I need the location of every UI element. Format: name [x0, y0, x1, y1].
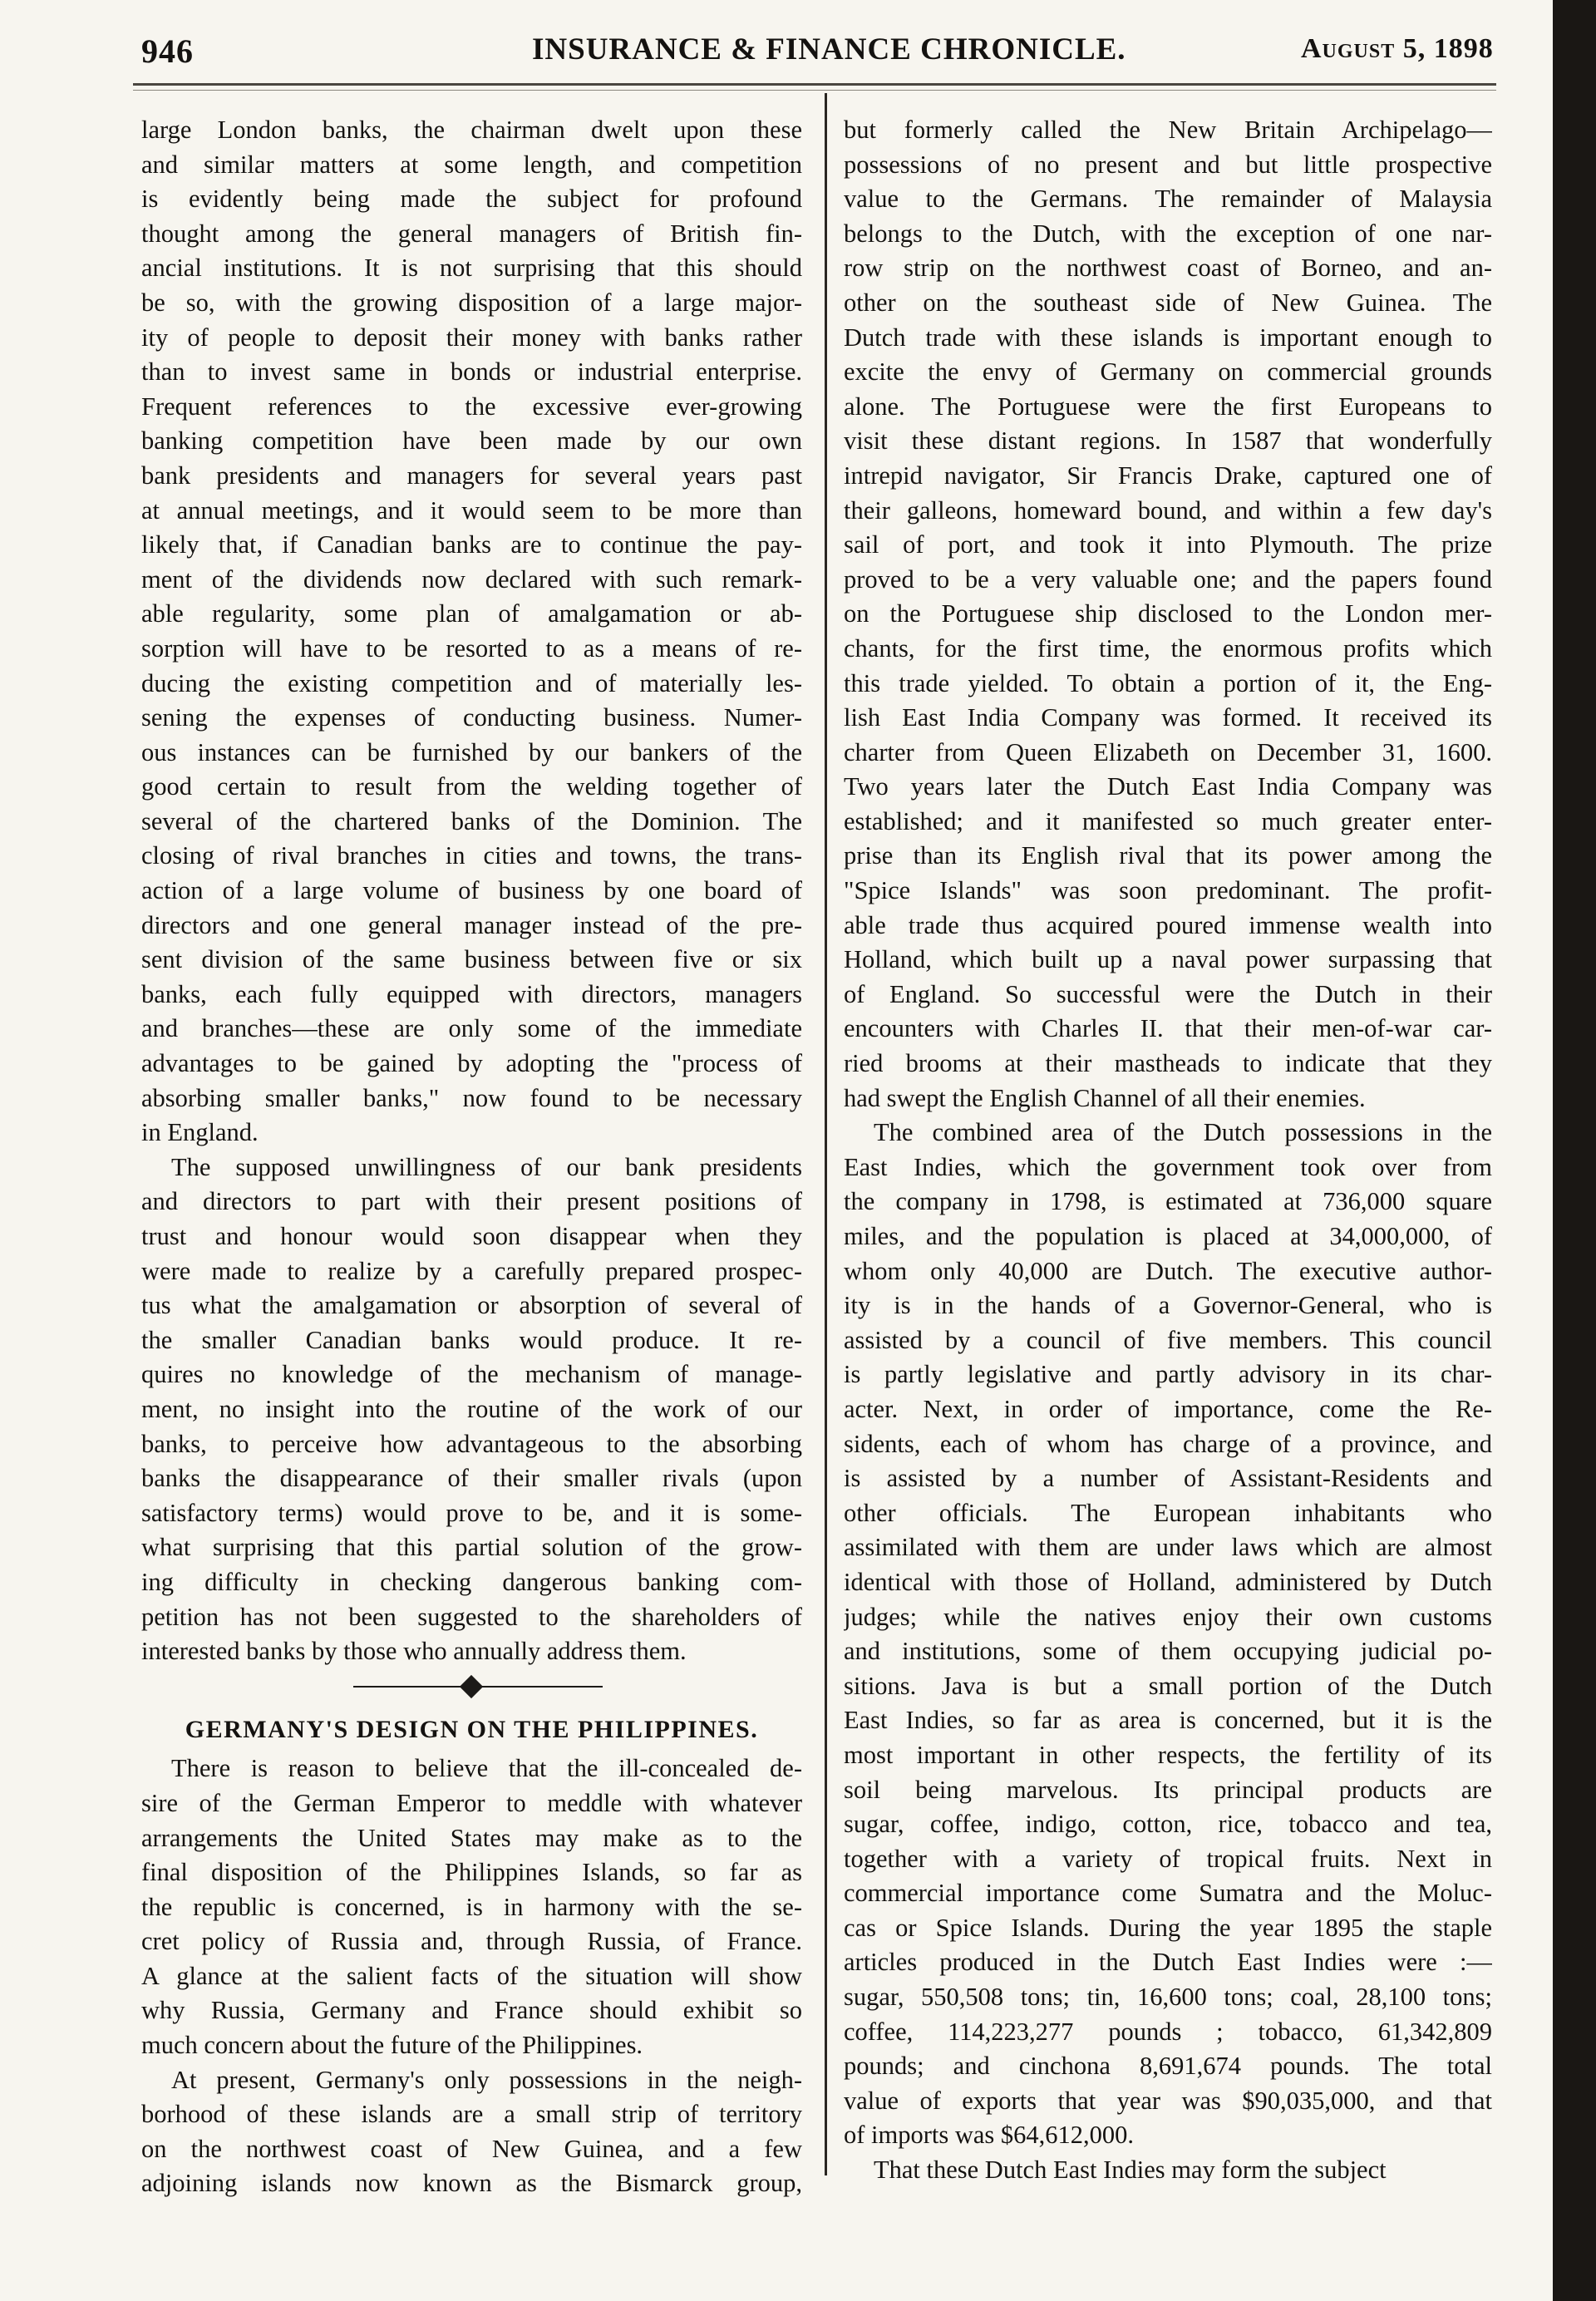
text-line: banking competition have been made by our own [141, 426, 802, 456]
text-line: The combined area of the Dutch possessions in the [874, 1118, 1492, 1147]
ornament-diamond-icon [460, 1675, 483, 1698]
text-line: sorption will have to be resorted to as a means of re- [141, 633, 802, 663]
issue-date: August 5, 1898 [1301, 33, 1494, 64]
text-line: sening the expenses of conducting business. Numer- [141, 703, 802, 732]
text-line: banks the disappearance of their smaller rivals (upon [141, 1464, 802, 1493]
text-line: The supposed unwillingness of our bank presidents [171, 1152, 802, 1181]
text-line: alone. The Portuguese were the first Europeans to [844, 392, 1492, 421]
text-line: sail of port, and took it into Plymouth. The prize [844, 530, 1492, 559]
text-line: sent division of the same business between five or six [141, 945, 802, 974]
text-line: excite the envy of Germany on commercial grounds [844, 357, 1492, 387]
text-line: established; and it manifested so much greater enter- [844, 806, 1492, 835]
text-line: and similar matters at some length, and competition [141, 150, 802, 179]
text-line: is evidently being made the subject for profound [141, 185, 802, 214]
text-line: value to the Germans. The remainder of Malaysia [844, 185, 1492, 214]
text-line: Holland, which built up a naval power surpassing that [844, 945, 1492, 974]
text-line: were made to realize by a carefully prepared prospec- [141, 1256, 802, 1285]
text-line: proved to be a very valuable one; and the papers found [844, 564, 1492, 594]
text-line: acter. Next, in order of importance, come the Re- [844, 1394, 1492, 1423]
journal-title: INSURANCE & FINANCE CHRONICLE. [532, 32, 1126, 67]
text-line: likely that, if Canadian banks are to continue the pay- [141, 530, 802, 559]
text-line: value of exports that year was $90,035,000, and that [844, 2086, 1492, 2115]
text-line: able trade thus acquired poured immense wealth into [844, 910, 1492, 939]
text-line: bank presidents and managers for several years past [141, 461, 802, 490]
text-line: commercial importance come Sumatra and the Moluc- [844, 1879, 1492, 1908]
text-line: ment, no insight into the routine of the work of our [141, 1394, 802, 1423]
text-line: borhood of these islands are a small strip of territory [141, 2100, 802, 2129]
text-line: the smaller Canadian banks would produce. It re- [141, 1325, 802, 1354]
text-line: chants, for the first time, the enormous profits which [844, 633, 1492, 663]
text-line: of imports was $64,612,000. [844, 2121, 1135, 2150]
text-line: on the northwest coast of New Guinea, and a few [141, 2134, 802, 2163]
text-line: much concern about the future of the Philippines. [141, 2031, 643, 2060]
text-line: adjoining islands now known as the Bismarck group, [141, 2169, 802, 2198]
text-line: thought among the general managers of British fin- [141, 219, 802, 248]
text-line: together with a variety of tropical fruits. Next in [844, 1844, 1492, 1873]
text-line: Two years later the Dutch East India Company was [844, 772, 1492, 801]
text-line: final disposition of the Philippines Islands, so far as [141, 1858, 802, 1887]
text-line: other officials. The European inhabitants who [844, 1498, 1492, 1527]
text-line: lish East India Company was formed. It received its [844, 703, 1492, 732]
text-line: charter from Queen Elizabeth on December 31, 1600. [844, 737, 1492, 766]
text-line: assisted by a council of five members. This council [844, 1325, 1492, 1354]
text-line: is assisted by a number of Assistant-Residents and [844, 1464, 1492, 1493]
text-line: possessions of no present and but little prospective [844, 150, 1492, 179]
text-line: ment of the dividends now declared with such remark- [141, 564, 802, 594]
header-rule [133, 83, 1496, 86]
text-line: tus what the amalgamation or absorption of several of [141, 1291, 802, 1320]
text-line: on the Portuguese ship disclosed to the London mer- [844, 599, 1492, 628]
text-line: identical with those of Holland, administered by Dutch [844, 1567, 1492, 1596]
text-line: articles produced in the Dutch East Indies were :— [844, 1948, 1492, 1977]
text-line: belongs to the Dutch, with the exception of one nar- [844, 219, 1492, 248]
text-line: ity of people to deposit their money with banks rather [141, 323, 802, 352]
text-line: had swept the English Channel of all their enemies. [844, 1083, 1366, 1112]
text-line: sugar, coffee, indigo, cotton, rice, tobacco and tea, [844, 1810, 1492, 1839]
text-line: prise than its English rival that its power among the [844, 841, 1492, 870]
left-paragraph-2 [141, 1150, 802, 1669]
text-line: at annual meetings, and it would seem to be more than [141, 495, 802, 525]
left-paragraph-3 [141, 1752, 802, 2062]
text-line: in England. [141, 1118, 259, 1147]
text-line: trust and honour would soon disappear when they [141, 1222, 802, 1250]
text-line: what surprising that this partial solution of the grow- [141, 1533, 802, 1562]
text-line: ried brooms at their mastheads to indicate that they [844, 1049, 1492, 1078]
text-line: sire of the German Emperor to meddle with whatever [141, 1788, 802, 1817]
left-paragraph-4 [141, 2063, 802, 2201]
left-column [141, 113, 802, 2201]
text-line: row strip on the northwest coast of Borneo, and an- [844, 254, 1492, 283]
scan-edge [1553, 0, 1596, 2301]
text-line: the company in 1798, is estimated at 736,000 square [844, 1187, 1492, 1216]
text-line: ing difficulty in checking dangerous banking com- [141, 1567, 802, 1596]
text-line: be so, with the growing disposition of a large major- [141, 288, 802, 317]
text-line: intrepid navigator, Sir Francis Drake, captured one of [844, 461, 1492, 490]
text-line: satisfactory terms) would prove to be, and it is some- [141, 1498, 802, 1527]
text-line: quires no knowledge of the mechanism of manage- [141, 1360, 802, 1389]
text-line: their galleons, homeward bound, and within a few day's [844, 495, 1492, 525]
text-line: advantages to be gained by adopting the "process of [141, 1049, 802, 1078]
right-paragraph-1 [844, 113, 1492, 1116]
text-line: and institutions, some of them occupying judicial po- [844, 1637, 1492, 1666]
text-line: That these Dutch East Indies may form the subject [874, 2156, 1387, 2185]
text-line: is partly legislative and partly advisory in its char- [844, 1360, 1492, 1389]
text-line: visit these distant regions. In 1587 that wonderfully [844, 426, 1492, 456]
text-line: East Indies, so far as area is concerned, but it is the [844, 1706, 1492, 1735]
text-line: sitions. Java is but a small portion of the Dutch [844, 1671, 1492, 1700]
text-line: able regularity, some plan of amalgamation or ab- [141, 599, 802, 628]
text-line: assimilated with them are under laws which are almost [844, 1533, 1492, 1562]
text-line: A glance at the salient facts of the situation will show [141, 1961, 802, 1990]
text-line: most important in other respects, the fertility of its [844, 1740, 1492, 1769]
text-line: "Spice Islands" was soon predominant. The profit- [844, 876, 1492, 905]
text-line: banks, to perceive how advantageous to the absorbing [141, 1429, 802, 1458]
header-rule-thin [133, 90, 1496, 91]
text-line: this trade yielded. To obtain a portion of it, the Eng- [844, 668, 1492, 697]
text-line: pounds; and cinchona 8,691,674 pounds. The total [844, 2052, 1492, 2081]
text-line: coffee, 114,223,277 pounds ; tobacco, 61,342,809 [844, 2017, 1492, 2046]
text-line: and branches—these are only some of the immediate [141, 1014, 802, 1043]
text-line: large London banks, the chairman dwelt upon these [141, 116, 802, 144]
text-line: Frequent references to the excessive ever-growing [141, 392, 802, 421]
text-line: why Russia, Germany and France should exhibit so [141, 1996, 802, 2025]
text-line: interested banks by those who annually address them. [141, 1637, 687, 1666]
text-line: action of a large volume of business by one board of [141, 876, 802, 905]
text-line: banks, each fully equipped with directors, managers [141, 979, 802, 1008]
text-line: At present, Germany's only possessions in the neigh- [171, 2065, 802, 2094]
right-column [844, 113, 1492, 2188]
section-heading: GERMANY'S DESIGN ON THE PHILIPPINES. [185, 1716, 759, 1744]
text-line: but formerly called the New Britain Archipelago— [844, 116, 1492, 144]
text-line: There is reason to believe that the ill-concealed de- [171, 1754, 802, 1783]
text-line: cas or Spice Islands. During the year 1895 the staple [844, 1913, 1492, 1942]
text-line: other on the southeast side of New Guinea. The [844, 288, 1492, 317]
text-line: of England. So successful were the Dutch in their [844, 979, 1492, 1008]
text-line: ancial institutions. It is not surprising that this should [141, 254, 802, 283]
text-line: closing of rival branches in cities and towns, the trans- [141, 841, 802, 870]
text-line: good certain to result from the welding together of [141, 772, 802, 801]
text-line: and directors to part with their present positions of [141, 1187, 802, 1216]
section-ornament [141, 1669, 802, 1704]
left-paragraph-1 [141, 113, 802, 1150]
text-line: than to invest same in bonds or industrial enterprise. [141, 357, 802, 387]
text-line: cret policy of Russia and, through Russia, of France. [141, 1927, 802, 1956]
text-line: miles, and the population is placed at 34,000,000, of [844, 1222, 1492, 1250]
text-line: sidents, each of whom has charge of a province, and [844, 1429, 1492, 1458]
page-header [0, 25, 1553, 75]
text-line: several of the chartered banks of the Dominion. The [141, 806, 802, 835]
text-line: directors and one general manager instead of the pre- [141, 910, 802, 939]
text-line: soil being marvelous. Its principal products are [844, 1775, 1492, 1804]
column-divider [825, 93, 827, 2175]
text-line: absorbing smaller banks," now found to be necessary [141, 1083, 802, 1112]
text-line: sugar, 550,508 tons; tin, 16,600 tons; coal, 28,100 tons; [844, 1983, 1492, 2012]
text-line: ducing the existing competition and of materially les- [141, 668, 802, 697]
text-line: whom only 40,000 are Dutch. The executive author- [844, 1256, 1492, 1285]
text-line: Dutch trade with these islands is important enough to [844, 323, 1492, 352]
text-line: the republic is concerned, is in harmony with the se- [141, 1892, 802, 1921]
right-paragraph-2 [844, 1116, 1492, 2153]
text-line: judges; while the natives enjoy their own customs [844, 1602, 1492, 1631]
text-line: encounters with Charles II. that their men-of-war car- [844, 1014, 1492, 1043]
text-line: East Indies, which the government took over from [844, 1152, 1492, 1181]
page-number: 946 [141, 32, 194, 70]
right-paragraph-3 [844, 2153, 1492, 2188]
text-line: arrangements the United States may make as to the [141, 1823, 802, 1852]
text-line: petition has not been suggested to the shareholders of [141, 1602, 802, 1631]
text-line: ity is in the hands of a Governor-General, who is [844, 1291, 1492, 1320]
text-line: ous instances can be furnished by our bankers of the [141, 737, 802, 766]
